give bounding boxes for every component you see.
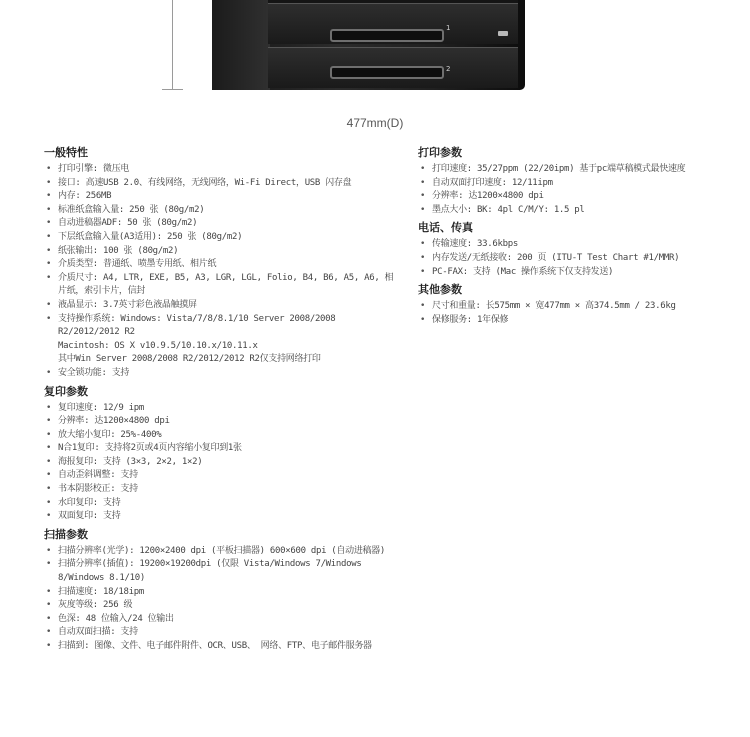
spec-item: • 扫描分辨率(插值): 19200×19200dpi (仅限 Vista/Windows 7/Windows 8/Windows 8.1/10) <box>44 558 394 585</box>
section-title: 复印参数 <box>44 384 88 398</box>
spec-item: • 色深: 48 位输入/24 位输出 <box>44 613 394 627</box>
spec-item: • N合1复印: 支持将2页或4页内容缩小复印到1张 <box>44 442 394 456</box>
spec-item: • 打印引擎: 微压电 <box>44 163 394 177</box>
spec-item: • 海报复印: 支持 (3×3, 2×2, 1×2) <box>44 456 394 470</box>
spec-item: • 分辨率: 达1200×4800 dpi <box>418 190 728 204</box>
spec-section <box>418 282 728 327</box>
spec-section <box>44 384 394 524</box>
brand-logo-icon <box>498 31 508 36</box>
spec-item: • 介质尺寸: A4, LTR, EXE, B5, A3, LGR, LGL, Folio, B4, B6, A5, A6, 相片纸，索引卡片，信封 <box>44 272 394 299</box>
section-title: 电话、传真 <box>418 221 473 235</box>
left-spec-column <box>44 145 394 657</box>
spec-item: • 液晶显示: 3.7英寸彩色液晶触摸屏 <box>44 299 394 313</box>
spec-item: 其中Win Server 2008/2008 R2/2012/2012 R2仅支持网络打印 <box>58 354 321 365</box>
tray-number: 1 <box>446 24 451 32</box>
spec-item: • 尺寸和重量: 长575mm × 宽477mm × 高374.5mm / 23.6kg <box>418 300 728 314</box>
paper-tray-1 <box>268 3 518 44</box>
dimension-label: 477mm(D) <box>346 116 404 130</box>
spec-item: • 墨点大小: BK: 4pl C/M/Y: 1.5 pl <box>418 204 728 218</box>
spec-item: • 扫描速度: 18/18ipm <box>44 586 394 600</box>
spec-item: • 灰度等级: 256 级 <box>44 599 394 613</box>
printer-side-panel <box>212 0 270 90</box>
section-title: 打印参数 <box>418 146 462 159</box>
spec-list <box>418 163 728 217</box>
spec-list <box>44 402 394 524</box>
tray-number: 2 <box>446 65 451 73</box>
spec-item: • 下层纸盒输入量(A3适用): 250 张 (80g/m2) <box>44 231 394 245</box>
spec-item: • 支持操作系统: Windows: Vista/7/8/8.1/10 Server 2008/2008 R2/2012/2012 R2 <box>44 313 394 340</box>
spec-section <box>44 145 394 381</box>
section-title: 其他参数 <box>418 283 462 297</box>
spec-item: • 分辨率: 达1200×4800 dpi <box>44 415 394 429</box>
spec-item: • 书本阴影校正: 支持 <box>44 483 394 497</box>
spec-item: • 水印复印: 支持 <box>44 497 394 511</box>
spec-item: • 内存: 256MB <box>44 190 394 204</box>
spec-item: • 自动歪斜调整: 支持 <box>44 469 394 483</box>
spec-item: Macintosh: OS X v10.9.5/10.10.x/10.11.x <box>58 340 258 351</box>
section-title: 扫描参数 <box>44 527 88 541</box>
spec-section <box>44 527 394 654</box>
section-title: 一般特性 <box>44 146 88 159</box>
spec-list <box>418 300 728 327</box>
spec-item: • 自动双面打印速度: 12/11ipm <box>418 177 728 191</box>
tray-handle <box>330 29 444 42</box>
spec-item: • 传输速度: 33.6kbps <box>418 238 728 252</box>
spec-item: • 标准纸盒输入量: 250 张 (80g/m2) <box>44 204 394 218</box>
paper-tray-2 <box>268 47 518 88</box>
spec-item: • 打印速度: 35/27ppm (22/20ipm) 基于pc端草稿模式最快速度 <box>418 163 728 177</box>
spec-item: • 双面复印: 支持 <box>44 510 394 524</box>
tray-handle <box>330 66 444 79</box>
spec-item: • PC-FAX: 支持 (Mac 操作系统下仅支持发送) <box>418 266 728 280</box>
right-spec-column <box>418 145 728 330</box>
spec-item: • 复印速度: 12/9 ipm <box>44 402 394 416</box>
spec-list <box>418 238 728 279</box>
spec-item: • 扫描到: 图像、文件、电子邮件附件、OCR、USB、 网络、FTP、电子邮件服务器 <box>44 640 394 654</box>
spec-item: • 自动进稿器ADF: 50 张 (80g/m2) <box>44 217 394 231</box>
spec-item: • 扫描分辨率(光学): 1200×2400 dpi (平板扫描器) 600×600 dpi (自动进稿器) <box>44 545 394 559</box>
spec-item: • 安全锁功能: 支持 <box>44 367 394 381</box>
spec-list <box>44 163 394 381</box>
dimension-tick <box>162 89 183 90</box>
spec-item: • 内存发送/无纸接收: 200 页 (ITU-T Test Chart #1/MMR) <box>418 252 728 266</box>
spec-item: • 介质类型: 普通纸、喷墨专用纸、相片纸 <box>44 258 394 272</box>
spec-item: • 保修服务: 1年保修 <box>418 314 728 328</box>
spec-item: • 自动双面扫描: 支持 <box>44 626 394 640</box>
spec-list <box>44 545 394 654</box>
spec-item: • 放大缩小复印: 25%-400% <box>44 429 394 443</box>
spec-item: • 纸张输出: 100 张 (80g/m2) <box>44 245 394 259</box>
spec-section <box>418 220 728 279</box>
spec-item: • 接口: 高速USB 2.0、有线网络，无线网络，Wi-Fi Direct，USB 闪存盘 <box>44 177 394 191</box>
spec-section <box>418 145 728 217</box>
dimension-line <box>172 0 173 89</box>
printer-photo <box>0 0 750 100</box>
